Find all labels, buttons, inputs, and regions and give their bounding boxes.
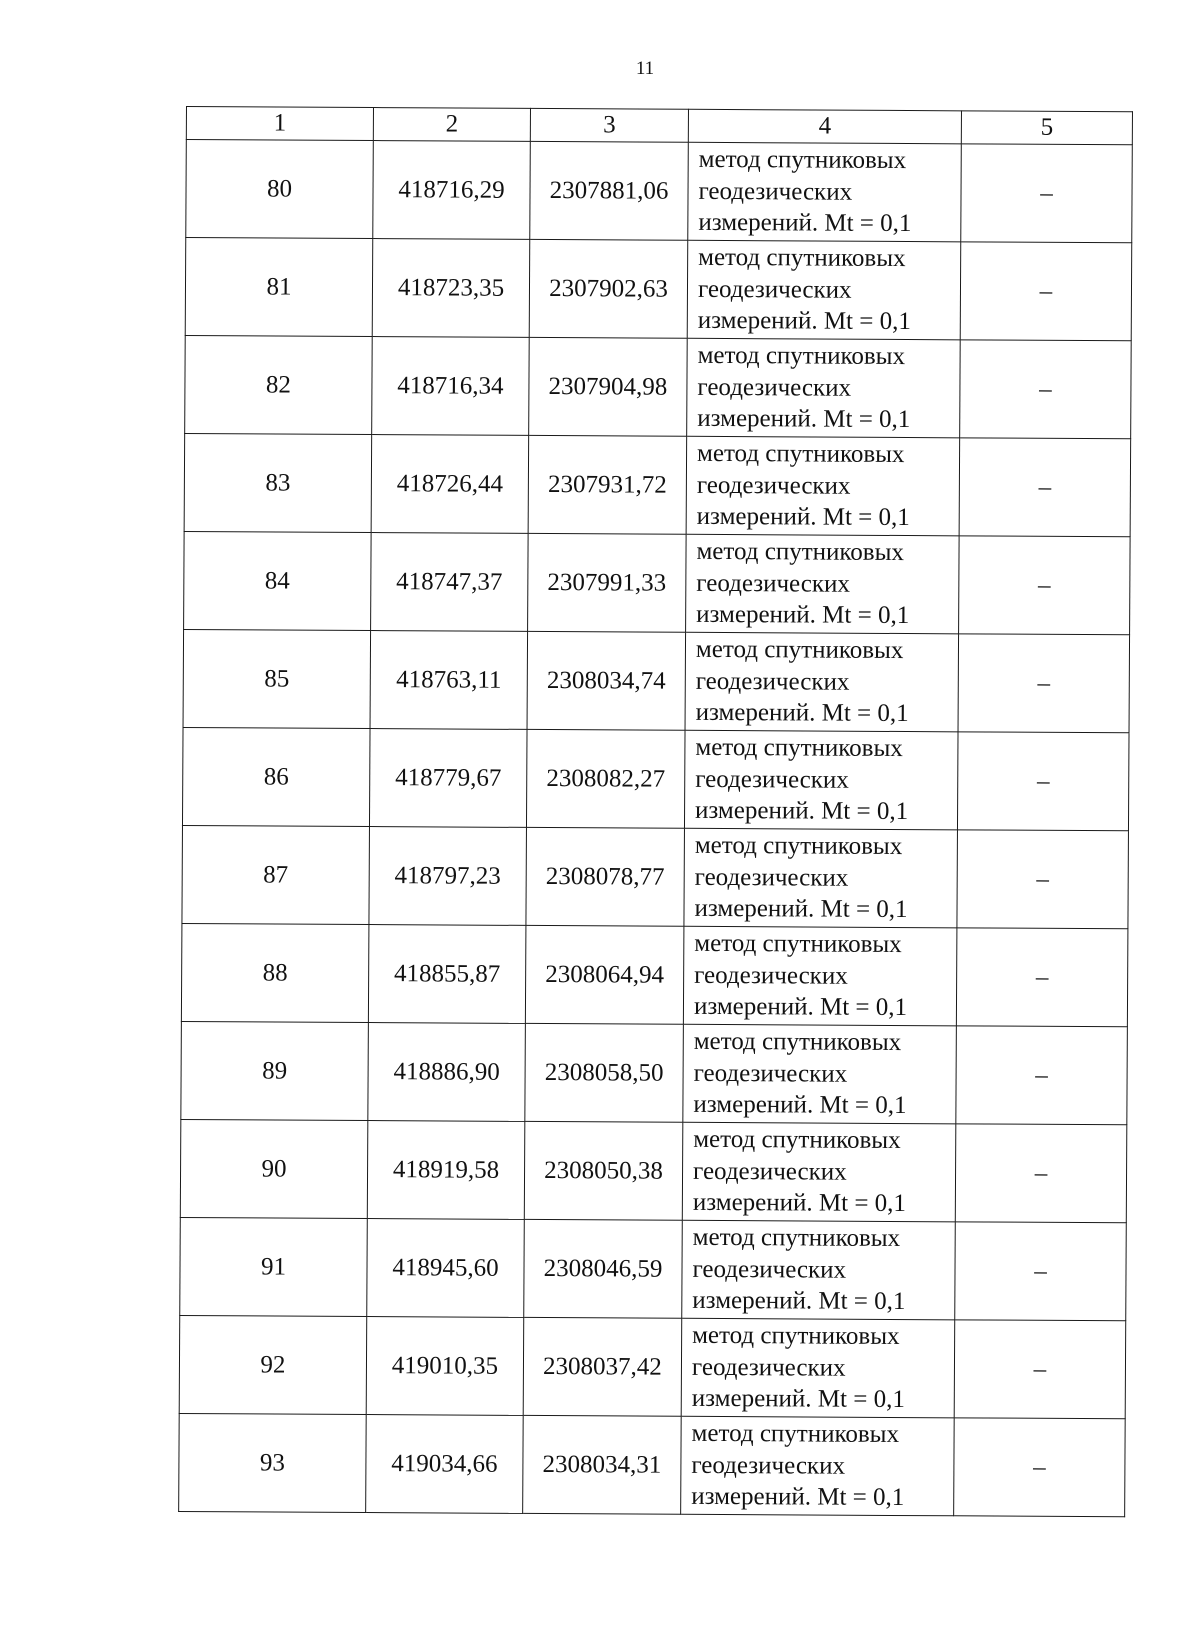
method-line: метод спутниковых	[697, 342, 906, 371]
y-coordinate-cell: 2307881,06	[530, 141, 689, 240]
y-coordinate-cell: 2307904,98	[529, 337, 688, 436]
point-number-cell: 80	[186, 140, 374, 239]
method-line: метод спутниковых	[694, 832, 903, 861]
method-line: метод спутниковых	[693, 1028, 902, 1057]
method-cell	[687, 338, 961, 438]
y-coordinate-cell: 2308034,74	[527, 631, 686, 730]
note-cell: –	[960, 242, 1132, 341]
method-line: геодезических	[697, 373, 852, 402]
table-row	[184, 531, 1131, 634]
method-line: геодезических	[691, 1451, 846, 1480]
table-row	[179, 1315, 1126, 1418]
y-coordinate-cell: 2307902,63	[529, 239, 688, 338]
x-coordinate-cell: 418716,29	[373, 141, 531, 240]
method-line: геодезических	[695, 765, 849, 794]
point-number-cell: 89	[181, 1021, 369, 1120]
method-cell	[682, 1122, 956, 1222]
y-coordinate-cell: 2308050,38	[524, 1121, 683, 1220]
column-header: 2	[373, 108, 530, 142]
point-number-cell: 83	[184, 433, 372, 532]
point-number-cell: 88	[181, 923, 369, 1022]
y-coordinate-cell: 2308082,27	[526, 729, 685, 828]
point-number-cell: 84	[184, 531, 372, 630]
point-number-cell: 86	[182, 727, 370, 826]
y-coordinate-cell: 2307991,33	[528, 533, 687, 632]
method-line: измерений. Mt = 0,1	[694, 797, 909, 826]
table-row	[182, 825, 1129, 928]
point-number-cell: 81	[185, 238, 373, 337]
column-header: 1	[186, 107, 373, 141]
table-row	[181, 923, 1128, 1026]
point-number-cell: 87	[182, 825, 370, 924]
method-line: измерений. Mt = 0,1	[695, 699, 909, 728]
table-row	[181, 1021, 1128, 1124]
point-number-cell: 82	[185, 335, 373, 434]
note-cell: –	[959, 536, 1131, 635]
method-line: метод спутниковых	[691, 1420, 900, 1449]
method-line: метод спутниковых	[692, 1224, 901, 1253]
method-line: геодезических	[696, 471, 851, 500]
point-number-cell: 85	[183, 629, 371, 728]
y-coordinate-cell: 2307931,72	[528, 435, 687, 534]
table-body	[179, 107, 1133, 1517]
table-row	[180, 1217, 1127, 1320]
note-cell: –	[961, 144, 1133, 243]
method-line: геодезических	[694, 961, 848, 990]
x-coordinate-cell: 418723,35	[372, 239, 530, 338]
table-row	[180, 1119, 1127, 1222]
table-header-row	[186, 107, 1132, 145]
method-line: метод спутниковых	[695, 734, 903, 763]
column-header: 3	[530, 108, 688, 142]
point-number-cell: 91	[180, 1217, 368, 1316]
note-cell: –	[958, 634, 1130, 733]
table-row	[186, 140, 1133, 243]
method-cell	[684, 828, 958, 928]
note-cell: –	[955, 1222, 1127, 1321]
table-row	[185, 238, 1132, 341]
method-cell	[681, 1416, 955, 1516]
x-coordinate-cell: 419034,66	[366, 1415, 524, 1514]
method-cell	[685, 632, 959, 732]
x-coordinate-cell: 418919,58	[367, 1121, 525, 1220]
x-coordinate-cell: 418945,60	[367, 1219, 525, 1318]
method-line: геодезических	[693, 1059, 848, 1088]
note-cell: –	[957, 732, 1129, 831]
method-line: метод спутниковых	[696, 538, 904, 567]
table-row	[185, 335, 1132, 438]
method-line: метод спутниковых	[694, 930, 902, 959]
note-cell: –	[955, 1124, 1127, 1223]
note-cell: –	[954, 1320, 1126, 1419]
x-coordinate-cell: 418855,87	[368, 925, 526, 1024]
method-cell	[687, 240, 961, 340]
method-line: геодезических	[692, 1255, 847, 1284]
method-line: метод спутниковых	[698, 146, 907, 175]
x-coordinate-cell: 418779,67	[369, 729, 527, 828]
y-coordinate-cell: 2308078,77	[526, 827, 685, 926]
method-line: измерений. Mt = 0,1	[697, 405, 911, 434]
x-coordinate-cell: 418886,90	[368, 1023, 526, 1122]
note-cell: –	[956, 1026, 1128, 1125]
method-line: измерений. Mt = 0,1	[698, 209, 912, 238]
method-line: измерений. Mt = 0,1	[693, 1091, 907, 1120]
x-coordinate-cell: 418797,23	[369, 827, 527, 926]
column-header: 4	[688, 109, 961, 144]
x-coordinate-cell: 418747,37	[371, 533, 529, 632]
x-coordinate-cell: 418726,44	[371, 435, 529, 534]
method-cell	[682, 1220, 956, 1320]
table-row	[184, 433, 1131, 536]
coordinates-table	[178, 106, 1133, 1517]
table-row	[179, 1413, 1126, 1516]
note-cell: –	[954, 1418, 1126, 1517]
method-line: метод спутниковых	[695, 636, 904, 665]
method-line: измерений. Mt = 0,1	[696, 503, 910, 532]
method-cell	[683, 926, 957, 1026]
note-cell: –	[960, 340, 1132, 439]
x-coordinate-cell: 418716,34	[372, 337, 530, 436]
method-line: геодезических	[692, 1157, 847, 1186]
y-coordinate-cell: 2308046,59	[524, 1219, 683, 1318]
method-line: измерений. Mt = 0,1	[691, 1385, 905, 1414]
point-number-cell: 90	[180, 1119, 368, 1218]
table-row	[182, 727, 1129, 830]
method-cell	[686, 534, 960, 634]
method-line: геодезических	[697, 275, 852, 304]
y-coordinate-cell: 2308034,31	[523, 1415, 682, 1514]
method-line: метод спутниковых	[698, 244, 906, 273]
method-cell	[688, 142, 962, 242]
method-cell	[681, 1318, 955, 1418]
method-line: измерений. Mt = 0,1	[692, 1287, 906, 1316]
method-line: метод спутниковых	[696, 440, 905, 469]
method-line: геодезических	[695, 667, 850, 696]
method-line: измерений. Mt = 0,1	[694, 895, 908, 924]
y-coordinate-cell: 2308064,94	[525, 925, 684, 1024]
page-number: 11	[635, 58, 655, 79]
point-number-cell: 92	[179, 1315, 367, 1414]
table-row	[183, 629, 1130, 732]
method-line: измерений. Mt = 0,1	[693, 993, 908, 1022]
method-line: измерений. Mt = 0,1	[692, 1189, 907, 1218]
method-line: метод спутниковых	[693, 1126, 901, 1155]
y-coordinate-cell: 2308058,50	[525, 1023, 684, 1122]
method-line: метод спутниковых	[692, 1322, 900, 1351]
method-cell	[684, 730, 958, 830]
method-line: измерений. Mt = 0,1	[696, 601, 910, 630]
method-line: геодезических	[696, 569, 851, 598]
method-line: измерений. Mt = 0,1	[691, 1483, 905, 1512]
method-line: геодезических	[698, 177, 853, 206]
method-cell	[683, 1024, 957, 1124]
x-coordinate-cell: 418763,11	[370, 631, 528, 730]
x-coordinate-cell: 419010,35	[366, 1317, 524, 1416]
method-cell	[686, 436, 960, 536]
method-line: геодезических	[691, 1353, 846, 1382]
point-number-cell: 93	[179, 1413, 367, 1512]
note-cell: –	[959, 438, 1131, 537]
column-header: 5	[961, 111, 1132, 145]
note-cell: –	[956, 928, 1128, 1027]
y-coordinate-cell: 2308037,42	[523, 1317, 682, 1416]
note-cell: –	[957, 830, 1129, 929]
method-line: геодезических	[694, 863, 849, 892]
method-line: измерений. Mt = 0,1	[697, 307, 911, 336]
